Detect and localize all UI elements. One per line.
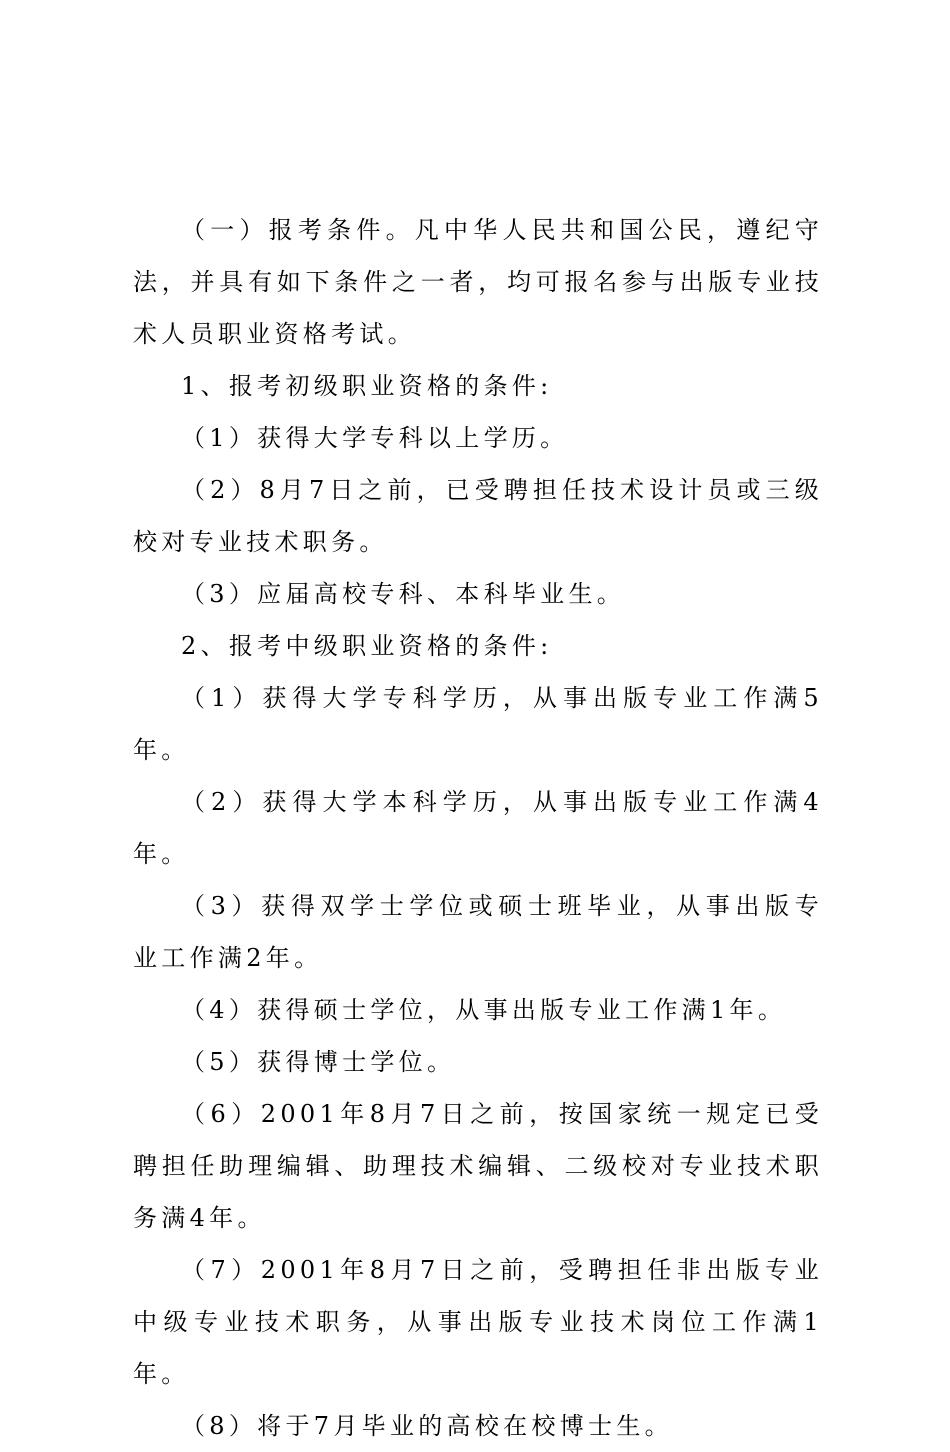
list-item-junior-2: （2）8月7日之前，已受聘担任技术设计员或三级校对专业技术职务。 — [133, 476, 823, 556]
document-body — [133, 204, 823, 1452]
list-item-intermediate-5: （5）获得博士学位。 — [181, 1048, 456, 1076]
list-item-intermediate-2: （2）获得大学本科学历，从事出版专业工作满4年。 — [133, 788, 823, 868]
list-item-intermediate-6: （6）2001年8月7日之前，按国家统一规定已受聘担任助理编辑、助理技术编辑、二级校对专业技术职务满4年。 — [133, 1100, 823, 1232]
list-item-intermediate-3: （3）获得双学士学位或硕士班毕业，从事出版专业工作满2年。 — [133, 892, 823, 972]
list-item-intermediate-8: （8）将于7月毕业的高校在校博士生。 — [181, 1412, 673, 1440]
list-item-intermediate-7: （7）2001年8月7日之前，受聘担任非出版专业中级专业技术职务，从事出版专业技术岗位工作满1年。 — [133, 1256, 823, 1388]
list-item-junior-1: （1）获得大学专科以上学历。 — [181, 424, 569, 452]
heading-intermediate-qualification: 2、报考中级职业资格的条件: — [181, 632, 553, 660]
paragraph-application-conditions: （一）报考条件。凡中华人民共和国公民，遵纪守法，并具有如下条件之一者，均可报名参与出版专业技术人员职业资格考试。 — [133, 216, 823, 348]
heading-junior-qualification: 1、报考初级职业资格的条件: — [181, 372, 553, 400]
list-item-junior-3: （3）应届高校专科、本科毕业生。 — [181, 580, 626, 608]
list-item-intermediate-4: （4）获得硕士学位，从事出版专业工作满1年。 — [181, 996, 787, 1024]
list-item-intermediate-1: （1）获得大学专科学历，从事出版专业工作满5年。 — [133, 684, 823, 764]
